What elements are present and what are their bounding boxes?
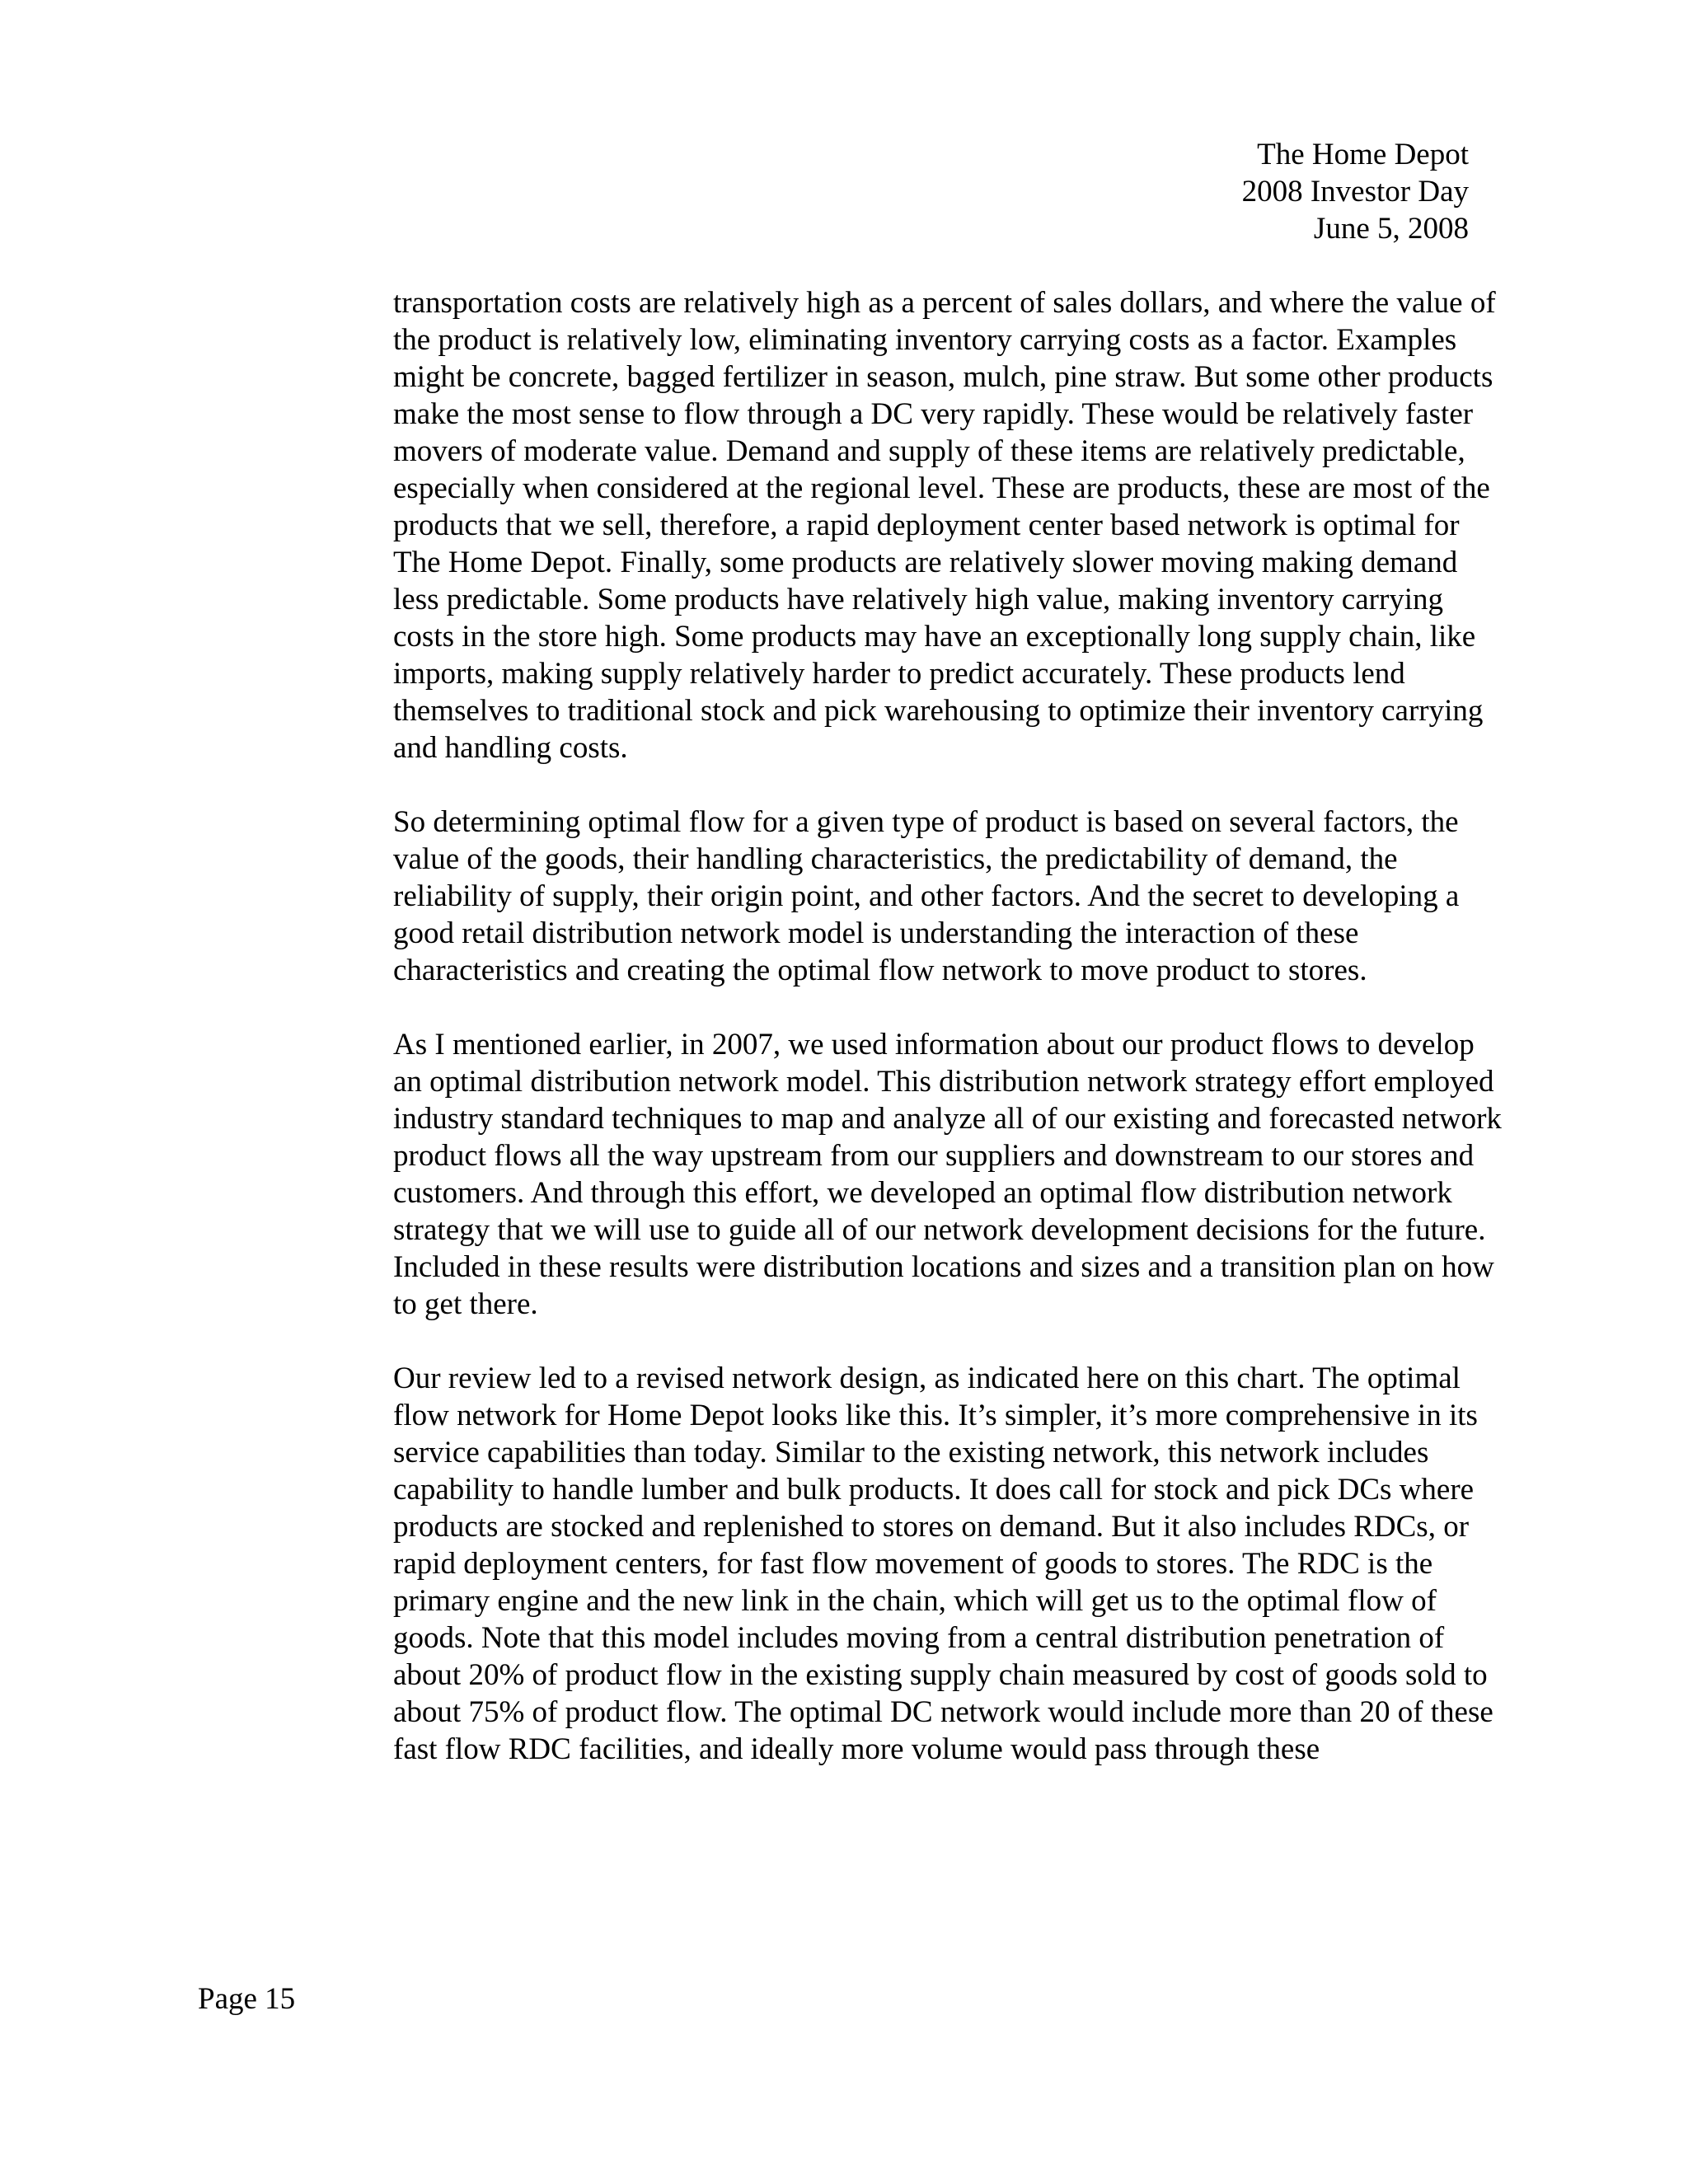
paragraph-4: Our review led to a revised network design, as indicated here on this chart. The optimal flow network for Home Depot looks like this. It’s simpler, it’s more comprehensive in its service capabilities than today. Similar to the existing network, this network includes capability to handle lumber and bulk products. It does call for stock and pick DCs where products are stocked and replenished to stores on demand. But it also includes RDCs, or rapid deployment centers, for fast flow movement of goods to stores. The RDC is the primary engine and the new link in the chain, which will get us to the optimal flow of goods. Note that this model includes moving from a central distribution penetration of about 20% of product flow in the existing supply chain measured by cost of goods sold to about 75% of product flow. The optimal DC network would include more than 20 of these fast flow RDC facilities, and ideally more volume would pass through these xyxy=(393,1361,1493,1766)
transcript-body xyxy=(393,284,1506,1768)
page-header xyxy=(1242,136,1469,247)
paragraph-3: As I mentioned earlier, in 2007, we used information about our product flows to develop an optimal distribution network model. This distribution network strategy effort employed industry standard techniques to map and analyze all of our existing and forecasted network product flows all the way upstream from our suppliers and downstream to our stores and customers. And through this effort, we developed an optimal flow distribution network strategy that we will use to guide all of our network development decisions for the future. Included in these results were distribution locations and sizes and a transition plan on how to get there. xyxy=(393,1028,1502,1321)
paragraph-2: So determining optimal flow for a given type of product is based on several factors, the value of the goods, their handling characteristics, the predictability of demand, the reliability of supply, their origin point, and other factors. And the secret to developing a good retail distribution network model is understanding the interaction of these characteristics and creating the optimal flow network to move product to stores. xyxy=(393,805,1460,987)
header-event: 2008 Investor Day xyxy=(1241,175,1469,209)
page-number: Page 15 xyxy=(198,1982,296,2016)
paragraph-1: transportation costs are relatively high as a percent of sales dollars, and where the value of the product is relatively low, eliminating inventory carrying costs as a factor. Examples might be concrete, bagged fertilizer in season, mulch, pine straw. But some other products make the most sense to flow through a DC very rapidly. These would be relatively faster movers of moderate value. Demand and supply of these items are relatively predictable, especially when considered at the regional level. These are products, these are most of the products that we sell, therefore, a rapid deployment center based network is optimal for The Home Depot. Finally, some products are relatively slower moving making demand less predictable. Some products have relatively high value, making inventory carrying costs in the store high. Some products may have an exceptionally long supply chain, like imports, making supply relatively harder to predict accurately. These products lend themselves to traditional stock and pick warehousing to optimize their inventory carrying and handling costs. xyxy=(393,286,1496,765)
header-company: The Home Depot xyxy=(1257,138,1469,171)
header-date: June 5, 2008 xyxy=(1313,212,1469,246)
